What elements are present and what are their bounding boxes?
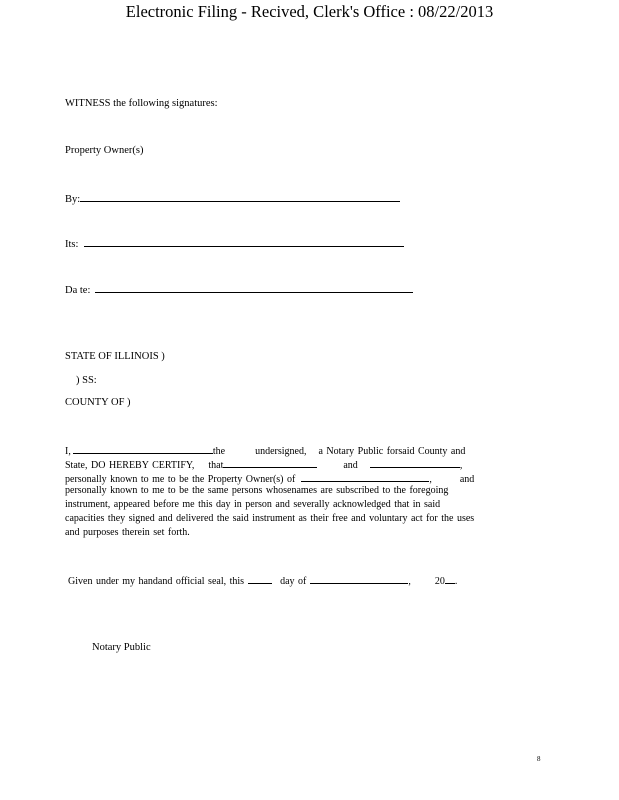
ss-line: ) SS:: [76, 375, 97, 386]
text-day-of: day of: [280, 576, 307, 587]
notary-line-5: instrument, appeared before me this day in person and severally acknowledged that in said: [65, 499, 441, 510]
notary-name-blank[interactable]: [73, 443, 213, 454]
date-row: [65, 282, 413, 296]
owner-of-blank[interactable]: [301, 471, 429, 482]
text-comma-3: ,: [408, 576, 411, 587]
text-that: that: [208, 460, 224, 471]
text-i: I,: [65, 446, 71, 457]
certify-name-blank-1[interactable]: [223, 457, 317, 468]
text-year-prefix: 20: [434, 576, 445, 587]
text-comma: ,: [459, 460, 463, 471]
date-label: Da te:: [65, 285, 91, 296]
text-the: the: [212, 446, 226, 457]
notary-line-2: [65, 457, 462, 471]
text-personally-known: personally known to me to be the Property Owner(s) of: [65, 474, 296, 485]
notary-line-6: capacities they signed and delivered the said instrument as their free and voluntary act for the uses: [65, 513, 475, 524]
its-line[interactable]: [84, 236, 404, 247]
property-owner-label: Property Owner(s): [65, 145, 144, 156]
notary-line-3: [65, 471, 474, 485]
text-comma-2: ,: [429, 474, 432, 485]
notary-line-4: personally known to me to be the same persons whosenames are subscribed to the foregoing: [65, 485, 449, 496]
day-blank[interactable]: [248, 573, 272, 584]
its-label: Its:: [65, 239, 79, 250]
text-notary-public: a Notary Public forsaid County and: [318, 446, 466, 457]
notary-public-label: Notary Public: [92, 642, 151, 653]
text-given-under: Given under my handand official seal, this: [68, 576, 245, 587]
text-and: and: [343, 460, 358, 471]
date-line[interactable]: [95, 282, 413, 293]
month-blank[interactable]: [310, 573, 408, 584]
certify-name-blank-2[interactable]: [370, 457, 460, 468]
year-blank[interactable]: [445, 573, 455, 584]
notary-line-1: [65, 443, 465, 457]
its-row: [65, 236, 404, 250]
witness-line: WITNESS the following signatures:: [65, 98, 218, 109]
by-signature-line[interactable]: [80, 191, 400, 202]
by-label: By:: [65, 194, 81, 205]
text-certify: State, DO HEREBY CERTIFY,: [65, 460, 195, 471]
text-and-2: and: [459, 474, 475, 485]
text-period: .: [454, 576, 458, 587]
page-number: 8: [537, 755, 541, 763]
by-signature-row: [65, 191, 400, 205]
text-undersigned: undersigned,: [255, 446, 307, 457]
notary-line-7: and purposes therein set forth.: [65, 527, 190, 538]
filing-header: Electronic Filing - Recived, Clerk's Office : 08/22/2013: [125, 2, 494, 21]
county-line: COUNTY OF ): [65, 397, 131, 408]
state-line: STATE OF ILLINOIS ): [65, 351, 165, 362]
given-line: [68, 573, 457, 587]
